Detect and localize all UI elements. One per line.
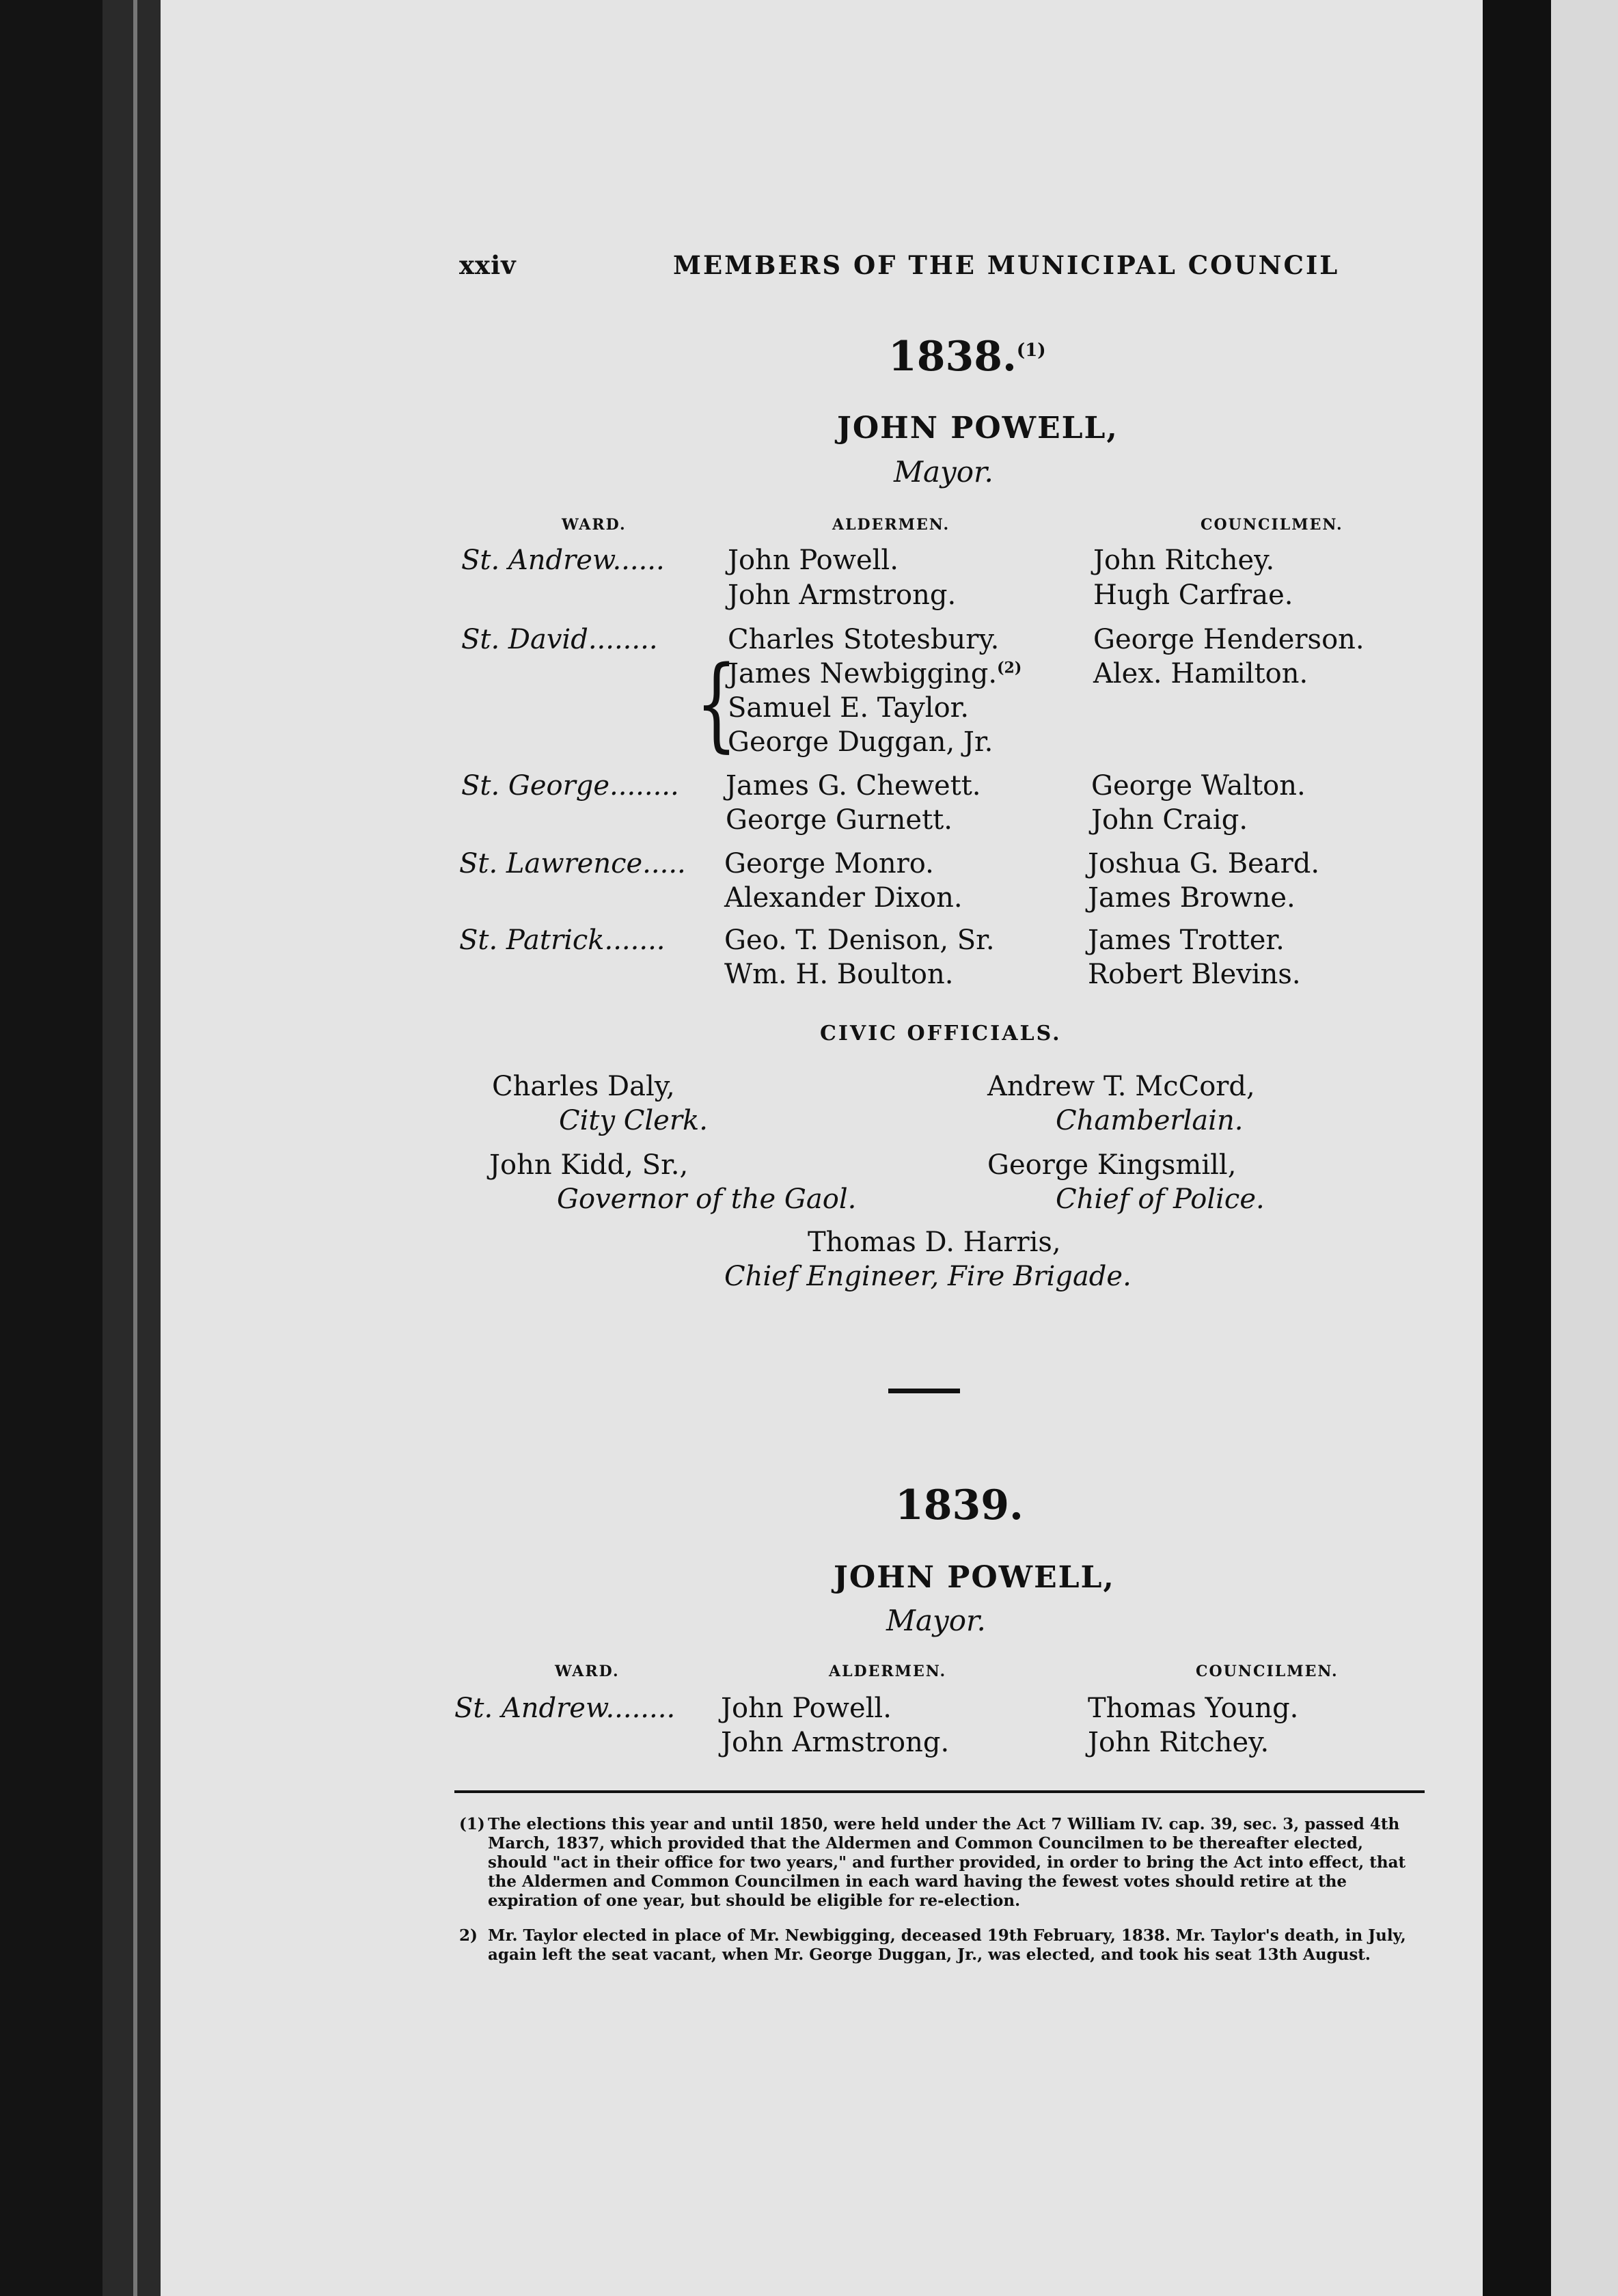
ward-label: St. Lawrence..... [459, 848, 686, 879]
civic-officials-heading: CIVIC OFFICIALS. [820, 1022, 1062, 1046]
year-heading-1839: 1839. [895, 1481, 1024, 1529]
councilman-name: Thomas Young. [1088, 1693, 1299, 1724]
councilman-name: George Walton. [1091, 770, 1306, 802]
book-spine-edge [102, 0, 161, 2296]
alderman-name: Wm. H. Boulton. [724, 959, 954, 990]
column-header-councilmen: COUNCILMEN. [1196, 1663, 1339, 1680]
councilman-name: Hugh Carfrae. [1093, 579, 1293, 611]
footnote-2-text: Mr. Taylor elected in place of Mr. Newbigging, deceased 19th February, 1838. Mr. Taylor's death, in July, again left the seat vacant, when Mr. George Duggan, Jr., was elected, and took his seat 13th August. [488, 1926, 1406, 1964]
footnote-1-marker: (1) [459, 1815, 485, 1833]
official-name: Andrew T. McCord, [987, 1071, 1255, 1102]
footnote-2-marker: 2) [459, 1926, 478, 1945]
ward-label: St. George........ [461, 770, 679, 802]
ward-label: St. David........ [461, 624, 658, 655]
footnote-1-text: The elections this year and until 1850, were held under the Act 7 William IV. cap. 39, sec. 3, passed 4th March, 1837, which provided that the Aldermen and Common Councilmen to be thereafter elected, should "act in their office for two years," and further provided, in order to bring the Act into effect, that the Aldermen and Common Councilmen in each ward having the fewest votes should retire at the expiration of one year, but should be eligible for re-election. [488, 1815, 1406, 1910]
mayor-name-1839: JOHN POWELL, [834, 1560, 1115, 1595]
ward-label: St. Patrick....... [459, 925, 666, 956]
alderman-name: Geo. T. Denison, Sr. [724, 925, 995, 956]
official-title: Chief Engineer, Fire Brigade. [724, 1261, 1132, 1292]
councilman-name: John Ritchey. [1093, 545, 1275, 576]
footnote-rule [454, 1790, 1425, 1793]
mayor-name-1838: JOHN POWELL, [837, 411, 1119, 446]
column-header-aldermen: ALDERMEN. [829, 1663, 947, 1680]
alderman-name: John Armstrong. [728, 579, 957, 611]
column-header-councilmen: COUNCILMEN. [1201, 516, 1343, 534]
official-name: Thomas D. Harris, [808, 1227, 1061, 1258]
alderman-name: Samuel E. Taylor. [728, 692, 970, 724]
alderman-name: John Powell. [721, 1693, 892, 1724]
alderman-name: Alexander Dixon. [724, 882, 963, 914]
official-name: George Kingsmill, [987, 1149, 1237, 1181]
official-title: Chamberlain. [1056, 1105, 1244, 1136]
section-separator-rule [888, 1389, 960, 1393]
page-number: xxiv [459, 250, 517, 280]
ward-label: St. Andrew........ [454, 1693, 676, 1724]
alderman-name: James Newbigging.$^{(2)}$ [728, 658, 1022, 689]
alderman-name: James G. Chewett. [726, 770, 981, 802]
footnote-marker-1: (1) [1016, 340, 1046, 361]
alderman-name: George Gurnett. [726, 804, 952, 836]
alderman-name: George Duggan, Jr. [728, 726, 993, 758]
councilman-name: George Henderson. [1093, 624, 1365, 655]
ward-label: St. Andrew...... [461, 545, 665, 576]
councilman-name: James Browne. [1088, 882, 1295, 914]
column-header-aldermen: ALDERMEN. [832, 516, 950, 534]
facing-page-edge [1551, 0, 1618, 2296]
mayor-title-1838: Mayor. [894, 455, 993, 489]
official-title: Governor of the Gaol. [557, 1184, 857, 1215]
column-header-ward: WARD. [562, 516, 627, 534]
year-heading-1838 [888, 333, 1046, 381]
alderman-name: George Monro. [724, 848, 934, 879]
official-title: City Clerk. [559, 1105, 708, 1136]
councilman-name: James Trotter. [1088, 925, 1285, 956]
mayor-title-1839: Mayor. [886, 1604, 986, 1637]
councilman-name: John Craig. [1091, 804, 1248, 836]
councilman-name: Alex. Hamilton. [1093, 658, 1308, 689]
column-header-ward: WARD. [555, 1663, 620, 1680]
official-title: Chief of Police. [1056, 1184, 1265, 1215]
running-title: MEMBERS OF THE MUNICIPAL COUNCIL [673, 250, 1340, 280]
brace-bracket: { [696, 644, 738, 763]
footnote-marker-2: (2) [997, 659, 1022, 677]
councilman-name: Robert Blevins. [1088, 959, 1301, 990]
official-name: John Kidd, Sr., [489, 1149, 689, 1181]
alderman-name: John Armstrong. [721, 1727, 950, 1758]
book-spine-line [133, 0, 137, 2296]
councilman-name: John Ritchey. [1088, 1727, 1270, 1758]
official-name: Charles Daly, [492, 1071, 675, 1102]
councilman-name: Joshua G. Beard. [1088, 848, 1320, 879]
alderman-name: Charles Stotesbury. [728, 624, 1000, 655]
year-text: 1838. [888, 333, 1017, 381]
page-gutter [1483, 0, 1551, 2296]
alderman-name: John Powell. [728, 545, 899, 576]
